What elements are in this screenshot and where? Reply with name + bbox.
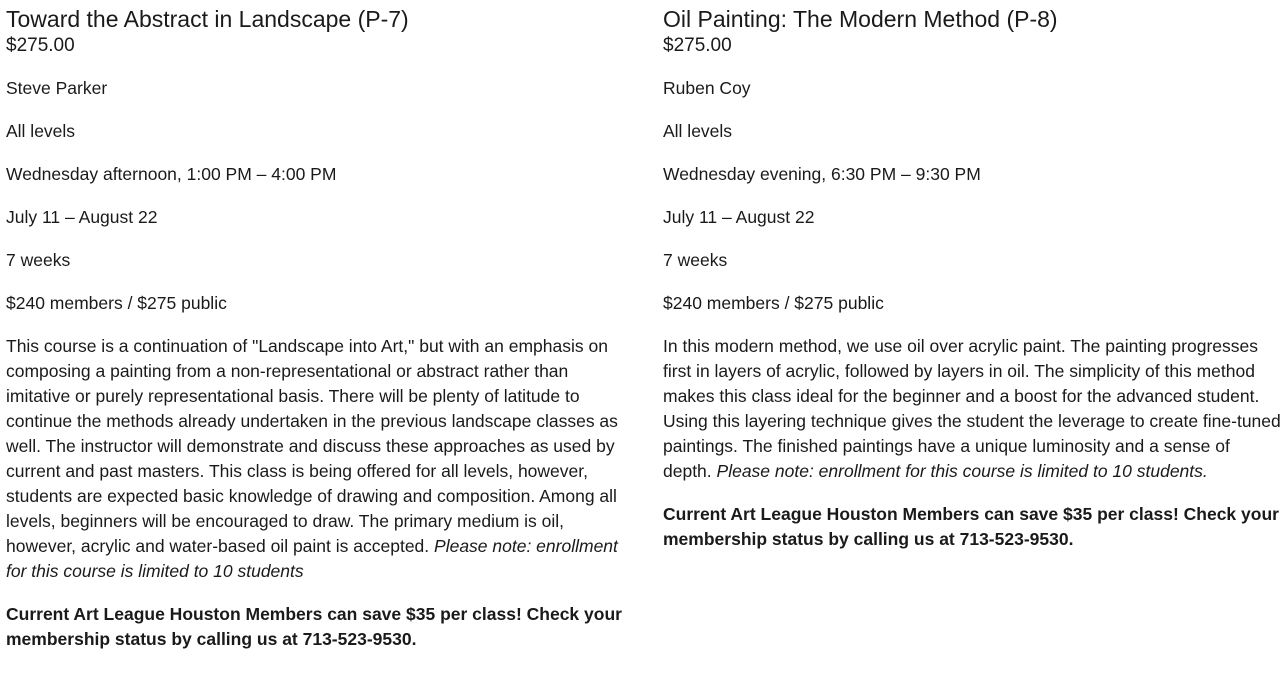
course-description xyxy=(6,334,634,584)
member-discount-note: Current Art League Houston Members can save $35 per class! Check your membership status by calling us at 713-523-9530. xyxy=(6,604,622,649)
course-price: $275.00 xyxy=(6,35,75,56)
course-fees: $240 members / $275 public xyxy=(663,293,884,313)
course-price: $275.00 xyxy=(663,35,732,56)
course-instructor: Steve Parker xyxy=(6,78,108,98)
course-schedule: Wednesday afternoon, 1:00 PM – 4:00 PM xyxy=(6,164,337,184)
member-discount-note: Current Art League Houston Members can save $35 per class! Check your membership status by calling us at 713-523-9530. xyxy=(663,504,1279,549)
course-title[interactable]: Toward the Abstract in Landscape (P-7) xyxy=(6,6,409,32)
course-enrollment-note: Please note: enrollment for this course is limited to 10 students. xyxy=(716,461,1208,481)
course-level: All levels xyxy=(6,121,76,141)
course-dates: July 11 – August 22 xyxy=(6,207,158,227)
course-title[interactable]: Oil Painting: The Modern Method (P-8) xyxy=(663,6,1058,32)
course-enrollment-note: Please note: enrollment for this course is limited to 10 students xyxy=(6,536,618,581)
course-card-p7 xyxy=(6,0,634,652)
course-card-p8 xyxy=(663,0,1283,552)
course-description-text: In this modern method, we use oil over acrylic paint. The painting progresses first in layers of acrylic, followed by layers in oil. The simplicity of this method makes this class ideal for the beginner and a boost for the advanced student. Using this layering technique gives the student the leverage to create fine-tuned paintings. The finished paintings have a unique luminosity and a sense of depth. xyxy=(663,336,1281,481)
course-description-text: This course is a continuation of "Landscape into Art," but with an emphasis on composing a painting from a non-representational or abstract rather than imitative or purely representational basis. There will be plenty of latitude to continue the methods already undertaken in the previous landscape classes as well. The instructor will demonstrate and discuss these approaches as used by current and past masters. This class is being offered for all levels, however, students are expected basic knowledge of drawing and composition. Among all levels, beginners will be encouraged to draw. The primary medium is oil, however, acrylic and water-based oil paint is accepted. xyxy=(6,336,618,556)
course-dates: July 11 – August 22 xyxy=(663,207,815,227)
course-duration: 7 weeks xyxy=(663,250,728,270)
course-schedule: Wednesday evening, 6:30 PM – 9:30 PM xyxy=(663,164,981,184)
course-duration: 7 weeks xyxy=(6,250,71,270)
course-fees: $240 members / $275 public xyxy=(6,293,227,313)
course-level: All levels xyxy=(663,121,733,141)
course-description xyxy=(663,334,1283,484)
course-instructor: Ruben Coy xyxy=(663,78,751,98)
